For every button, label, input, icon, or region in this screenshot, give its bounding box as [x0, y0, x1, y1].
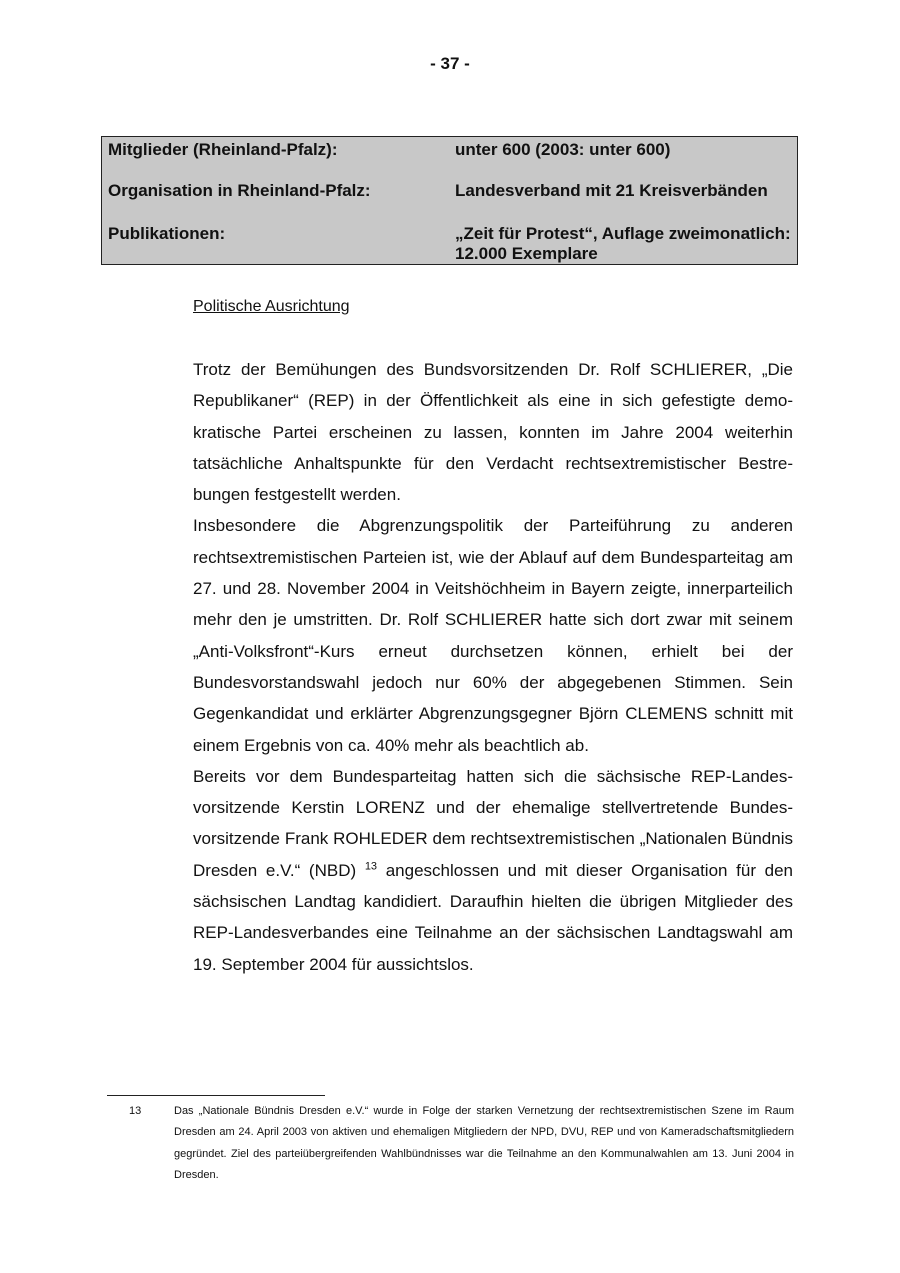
info-value: unter 600 (2003: unter 600) [455, 140, 671, 159]
info-value: Landesverband mit 21 Kreisverbänden [455, 181, 768, 200]
paragraph: Insbesondere die Abgrenzungspolitik der Parteiführung zu anderen rechtsextremistischen Parteien ist, wie der Ablauf auf dem Bundesparteitag am 27. und 28. November 2004 in Veitshöchheim in Bayern zeigte, innerparteilich mehr den je umstritten. Dr. Rolf SCHLIERER hatte sich dort zwar mit seinem „Anti-Volksfront“-Kurs erneut durchsetzen können, erhielt bei der Bundesvorstandswahl jedoch nur 60% der abgegebenen Stimmen. Sein Gegenkandidat und erklärter Abgrenzungsgegner Björn CLEMENS schnitt mit einem Ergebnis von ca. 40% mehr als beachtlich ab. [193, 516, 793, 755]
section-heading: Politische Ausrichtung [193, 298, 350, 315]
footnote-reference[interactable]: 13 [364, 860, 378, 873]
paragraph-text: angeschlossen und mit dieser Organisation für den sächsischen Landtag kandidiert. Daraufhin hielten die übrigen Mitglieder des REP-Landesverbandes eine Teilnahme an der sächsischen Landtagswahl am 19. September 2004 für aussichtslos. [193, 860, 793, 974]
paragraph-text: Bereits vor dem Bundesparteitag hatten sich die sächsische REP-Landesvorsitzende Kerstin LORENZ und der ehemalige stellvertretende Bundesvorsitzende Frank ROHLEDER dem rechtsextremistischen „Nationalen Bündnis Dresden e.V.“ (NBD) [193, 766, 793, 880]
footnote-number: 13 [129, 1105, 142, 1117]
info-label: Organisation in Rheinland-Pfalz: [108, 181, 371, 200]
info-value: „Zeit für Protest“, Auflage zweimonatlich: 12.000 Exemplare [455, 224, 791, 263]
info-label: Mitglieder (Rheinland-Pfalz): [108, 140, 338, 159]
info-label: Publikationen: [108, 224, 226, 243]
party-info-box [101, 136, 798, 265]
paragraph: Trotz der Bemühungen des Bundsvorsitzenden Dr. Rolf SCHLIERER, „Die Republikaner“ (REP) in der Öffentlichkeit als eine in sich gefestigte demokratische Partei erscheinen zu lassen, konnten im Jahre 2004 weiterhin tatsächliche Anhaltspunkte für den Verdacht rechtsextremistischer Bestrebungen festgestellt werden. [193, 360, 793, 505]
page-number: - 37 - [430, 54, 470, 73]
footnote-text: Das „Nationale Bündnis Dresden e.V.“ wurde in Folge der starken Vernetzung der rechtsextremistischen Szene im Raum Dresden am 24. April 2003 von aktiven und ehemaligen Mitgliedern der NPD, DVU, REP und von Kameradschaftsmitgliedern gegründet. Ziel des parteiübergreifenden Wahlbündnisses war die Teilnahme an den Kommunalwahlen am 13. Juni 2004 in Dresden. [174, 1105, 794, 1181]
body-text [193, 354, 793, 980]
footnote-divider [107, 1095, 325, 1096]
paragraph [193, 761, 793, 980]
